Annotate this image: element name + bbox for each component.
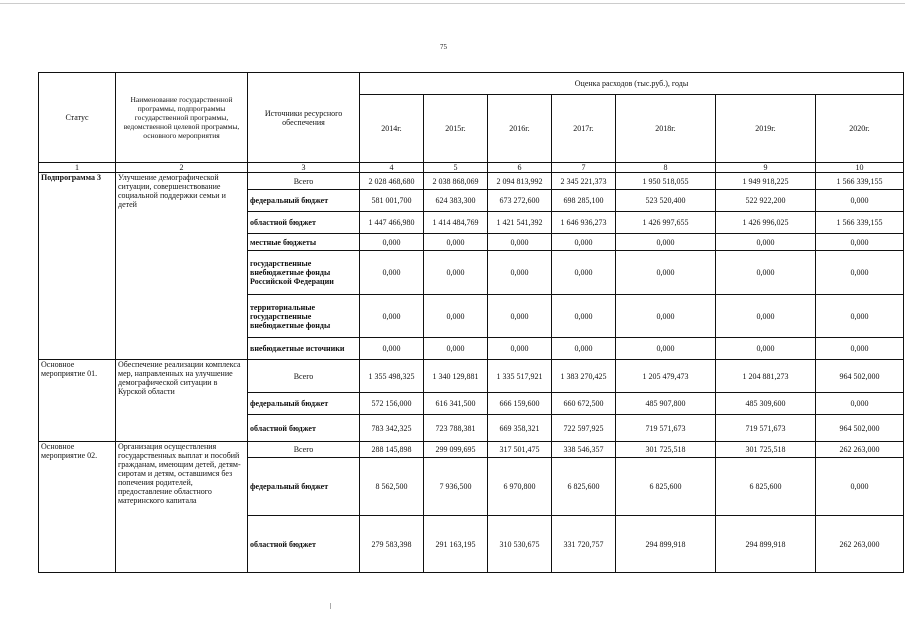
data-row	[39, 360, 904, 393]
value-cell: 1 383 270,425	[552, 360, 616, 393]
value-cell: 0,000	[816, 393, 904, 415]
row-source: областной бюджет	[248, 516, 360, 573]
value-cell: 0,000	[424, 251, 488, 295]
value-cell: 291 163,195	[424, 516, 488, 573]
row-name: Обеспечение реализации комплекса мер, направленных на улучшение демографической ситуации в Курской области	[116, 360, 248, 442]
header-year: 2019г.	[716, 95, 816, 163]
value-cell: 0,000	[360, 338, 424, 360]
value-cell: 0,000	[488, 234, 552, 251]
value-cell: 0,000	[816, 251, 904, 295]
value-cell: 1 949 918,225	[716, 173, 816, 190]
value-cell: 1 447 466,980	[360, 212, 424, 234]
value-cell: 719 571,673	[716, 415, 816, 442]
page-number: 75	[440, 43, 447, 51]
value-cell: 0,000	[360, 251, 424, 295]
header-name: Наименование государственной программы, подпрограммы государственной программы, ведомственной целевой программы, основного мероприятия	[116, 73, 248, 163]
value-cell: 294 899,918	[616, 516, 716, 573]
value-cell: 310 530,675	[488, 516, 552, 573]
header-year: 2020г.	[816, 95, 904, 163]
value-cell: 669 358,321	[488, 415, 552, 442]
value-cell: 0,000	[616, 338, 716, 360]
value-cell: 572 156,000	[360, 393, 424, 415]
value-cell: 299 099,695	[424, 442, 488, 458]
value-cell: 1 566 339,155	[816, 212, 904, 234]
column-index-row	[39, 163, 904, 173]
value-cell: 624 383,300	[424, 190, 488, 212]
value-cell: 0,000	[816, 458, 904, 516]
value-cell: 0,000	[716, 234, 816, 251]
value-cell: 1 340 129,881	[424, 360, 488, 393]
header-source: Источники ресурсного обеспечения	[248, 73, 360, 163]
value-cell: 2 038 868,069	[424, 173, 488, 190]
data-row	[39, 442, 904, 458]
value-cell: 522 922,200	[716, 190, 816, 212]
row-name: Организация осуществления государственных выплат и пособий гражданам, имеющим детей, детям-сиротам и детям, оставшимся без попечения родителей, предоставление областного материнского капитала	[116, 442, 248, 573]
value-cell: 1 204 881,273	[716, 360, 816, 393]
column-index: 9	[716, 163, 816, 173]
value-cell: 1 355 498,325	[360, 360, 424, 393]
row-source: Всего	[248, 360, 360, 393]
value-cell: 0,000	[716, 251, 816, 295]
row-status: Подпрограмма 3	[39, 173, 116, 360]
value-cell: 0,000	[616, 251, 716, 295]
value-cell: 581 001,700	[360, 190, 424, 212]
column-index: 5	[424, 163, 488, 173]
value-cell: 262 263,000	[816, 442, 904, 458]
value-cell: 1 426 996,025	[716, 212, 816, 234]
expenditure-table	[38, 72, 904, 573]
scan-top-edge	[0, 3, 905, 4]
value-cell: 279 583,398	[360, 516, 424, 573]
column-index: 6	[488, 163, 552, 173]
value-cell: 964 502,000	[816, 415, 904, 442]
value-cell: 0,000	[816, 295, 904, 338]
value-cell: 301 725,518	[616, 442, 716, 458]
value-cell: 666 159,600	[488, 393, 552, 415]
value-cell: 485 309,600	[716, 393, 816, 415]
row-source: государственные внебюджетные фонды Российской Федерации	[248, 251, 360, 295]
value-cell: 1 414 484,769	[424, 212, 488, 234]
row-source: федеральный бюджет	[248, 190, 360, 212]
column-index: 3	[248, 163, 360, 173]
column-index: 7	[552, 163, 616, 173]
value-cell: 288 145,898	[360, 442, 424, 458]
value-cell: 0,000	[816, 190, 904, 212]
row-source: областной бюджет	[248, 212, 360, 234]
header-year: 2018г.	[616, 95, 716, 163]
header-year: 2017г.	[552, 95, 616, 163]
value-cell: 783 342,325	[360, 415, 424, 442]
value-cell: 0,000	[616, 295, 716, 338]
header-year: 2014г.	[360, 95, 424, 163]
value-cell: 6 825,600	[616, 458, 716, 516]
value-cell: 0,000	[360, 234, 424, 251]
value-cell: 0,000	[552, 338, 616, 360]
row-status: Основное мероприятие 01.	[39, 360, 116, 442]
value-cell: 0,000	[424, 338, 488, 360]
column-index: 2	[116, 163, 248, 173]
value-cell: 1 205 479,473	[616, 360, 716, 393]
value-cell: 722 597,925	[552, 415, 616, 442]
value-cell: 317 501,475	[488, 442, 552, 458]
row-source: федеральный бюджет	[248, 458, 360, 516]
value-cell: 1 421 541,392	[488, 212, 552, 234]
header-year: 2015г.	[424, 95, 488, 163]
value-cell: 0,000	[488, 295, 552, 338]
row-source: территориальные государственные внебюджетные фонды	[248, 295, 360, 338]
header-year: 2016г.	[488, 95, 552, 163]
row-source: Всего	[248, 442, 360, 458]
value-cell: 6 825,600	[716, 458, 816, 516]
row-source: местные бюджеты	[248, 234, 360, 251]
row-source: областной бюджет	[248, 415, 360, 442]
value-cell: 0,000	[488, 251, 552, 295]
value-cell: 0,000	[424, 295, 488, 338]
column-index: 8	[616, 163, 716, 173]
header-estimate: Оценка расходов (тыс.руб.), годы	[360, 73, 904, 95]
row-status: Основное мероприятие 02.	[39, 442, 116, 573]
value-cell: 0,000	[816, 338, 904, 360]
value-cell: 0,000	[616, 234, 716, 251]
value-cell: 0,000	[716, 295, 816, 338]
value-cell: 7 936,500	[424, 458, 488, 516]
column-index: 10	[816, 163, 904, 173]
value-cell: 698 285,100	[552, 190, 616, 212]
row-name: Улучшение демографической ситуации, совершенствование социальной поддержки семьи и детей	[116, 173, 248, 360]
value-cell: 1 335 517,921	[488, 360, 552, 393]
value-cell: 2 345 221,373	[552, 173, 616, 190]
value-cell: 0,000	[552, 234, 616, 251]
value-cell: 338 546,357	[552, 442, 616, 458]
value-cell: 1 426 997,655	[616, 212, 716, 234]
value-cell: 0,000	[424, 234, 488, 251]
value-cell: 660 672,500	[552, 393, 616, 415]
row-source: внебюджетные источники	[248, 338, 360, 360]
value-cell: 0,000	[716, 338, 816, 360]
value-cell: 719 571,673	[616, 415, 716, 442]
column-index: 4	[360, 163, 424, 173]
value-cell: 301 725,518	[716, 442, 816, 458]
value-cell: 6 970,800	[488, 458, 552, 516]
value-cell: 0,000	[360, 295, 424, 338]
value-cell: 0,000	[552, 295, 616, 338]
value-cell: 0,000	[552, 251, 616, 295]
value-cell: 0,000	[488, 338, 552, 360]
value-cell: 294 899,918	[716, 516, 816, 573]
value-cell: 723 788,381	[424, 415, 488, 442]
row-source: федеральный бюджет	[248, 393, 360, 415]
value-cell: 2 094 813,992	[488, 173, 552, 190]
value-cell: 1 566 339,155	[816, 173, 904, 190]
value-cell: 262 263,000	[816, 516, 904, 573]
value-cell: 523 520,400	[616, 190, 716, 212]
scan-mark	[330, 603, 331, 609]
column-index: 1	[39, 163, 116, 173]
value-cell: 964 502,000	[816, 360, 904, 393]
data-row	[39, 173, 904, 190]
value-cell: 1 950 518,055	[616, 173, 716, 190]
value-cell: 0,000	[816, 234, 904, 251]
value-cell: 673 272,600	[488, 190, 552, 212]
value-cell: 485 907,800	[616, 393, 716, 415]
header-status: Статус	[39, 73, 116, 163]
value-cell: 6 825,600	[552, 458, 616, 516]
value-cell: 616 341,500	[424, 393, 488, 415]
value-cell: 331 720,757	[552, 516, 616, 573]
value-cell: 2 028 468,680	[360, 173, 424, 190]
value-cell: 8 562,500	[360, 458, 424, 516]
value-cell: 1 646 936,273	[552, 212, 616, 234]
row-source: Всего	[248, 173, 360, 190]
